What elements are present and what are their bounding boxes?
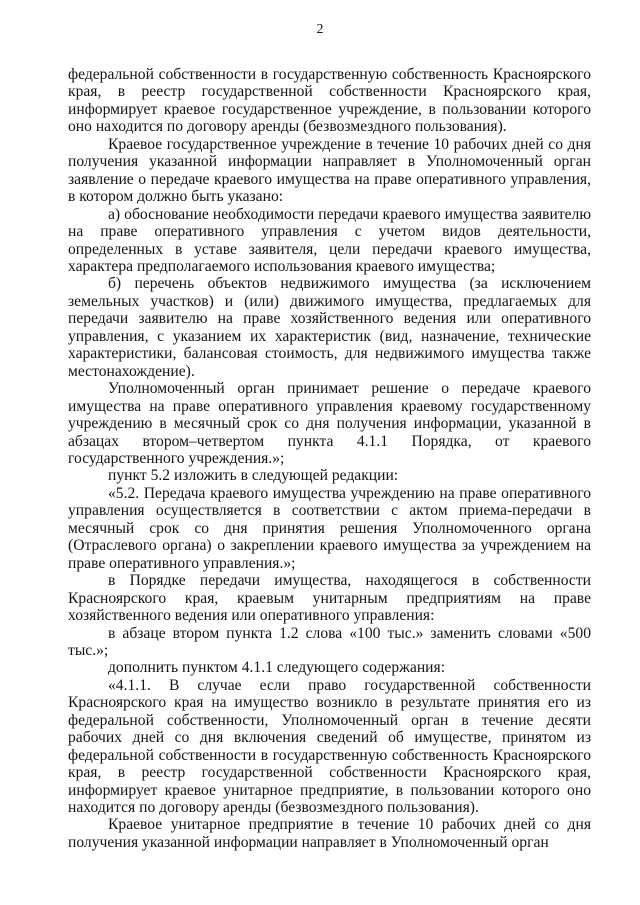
document-body xyxy=(68,66,591,851)
paragraph: «5.2. Передача краевого имущества учреждению на праве оперативного управления осуществляется в соответствии с актом приема-передачи в месячный срок со дня принятия решения Уполномоченного органа (Отраслевого органа) о закреплении краевого имущества за учреждением на праве оперативного управления.»; xyxy=(68,484,591,572)
paragraph: пункт 5.2 изложить в следующей редакции: xyxy=(108,467,399,485)
paragraph: в Порядке передачи имущества, находящегося в собственности Красноярского края, краевым унитарным предприятиям на праве хозяйственного ведения или оперативного управления: xyxy=(68,572,591,625)
paragraph: Уполномоченный орган принимает решение о передаче краевого имущества на праве оперативного управления краевому государственному учреждению в месячный срок со дня получения информации, указанной в абзацах втором–четвертом пункта 4.1.1 Порядка, от краевого государственного учреждения.»; xyxy=(68,380,591,467)
paragraph: федеральной собственности в государственную собственность Красноярского края, в реестр государственной собственности Красноярского края, информирует краевое государственное учреждение, в пользовании которого оно находится по договору аренды (безвозмездного пользования). xyxy=(68,66,591,136)
paragraph: в абзаце втором пункта 1.2 слова «100 тыс.» заменить словами «500 тыс.»; xyxy=(68,624,591,659)
paragraph: дополнить пунктом 4.1.1 следующего содержания: xyxy=(108,659,446,677)
paragraph: «4.1.1. В случае если право государственной собственности Красноярского края на имущество возникло в результате принятия его из федеральной собственности, Уполномоченный орган в течение десяти рабочих дней со дня включения сведений об имуществе, принятом из федеральной собственности в государственную собственность Красноярского края, в реестр государственной собственности Красноярского края, информирует краевое унитарное предприятие, в пользовании которого оно находится по договору аренды (безвозмездного пользования). xyxy=(68,676,591,817)
paragraph: а) обоснование необходимости передачи краевого имущества заявителю на праве оперативного управления с учетом видов деятельности, определенных в уставе заявителя, цели передачи краевого имущества, характера предполагаемого использования краевого имущества; xyxy=(68,205,591,275)
paragraph: Краевое унитарное предприятие в течение 10 рабочих дней со дня получения указанной информации направляет в Уполномоченный орган xyxy=(68,816,591,851)
page-number: 2 xyxy=(316,22,324,37)
paragraph: Краевое государственное учреждение в течение 10 рабочих дней со дня получения указанной информации направляет в Уполномоченный орган заявление о передаче краевого имущества на праве оперативного управления, в котором должно быть указано: xyxy=(68,135,591,206)
paragraph: б) перечень объектов недвижимого имущества (за исключением земельных участков) и (или) движимого имущества, предлагаемых для передачи заявителю на праве хозяйственного ведения или оперативного управления, с указанием их характеристик (вид, назначение, технические характеристики, балансовая стоимость, для недвижимого имущества также местонахождение). xyxy=(68,275,591,380)
